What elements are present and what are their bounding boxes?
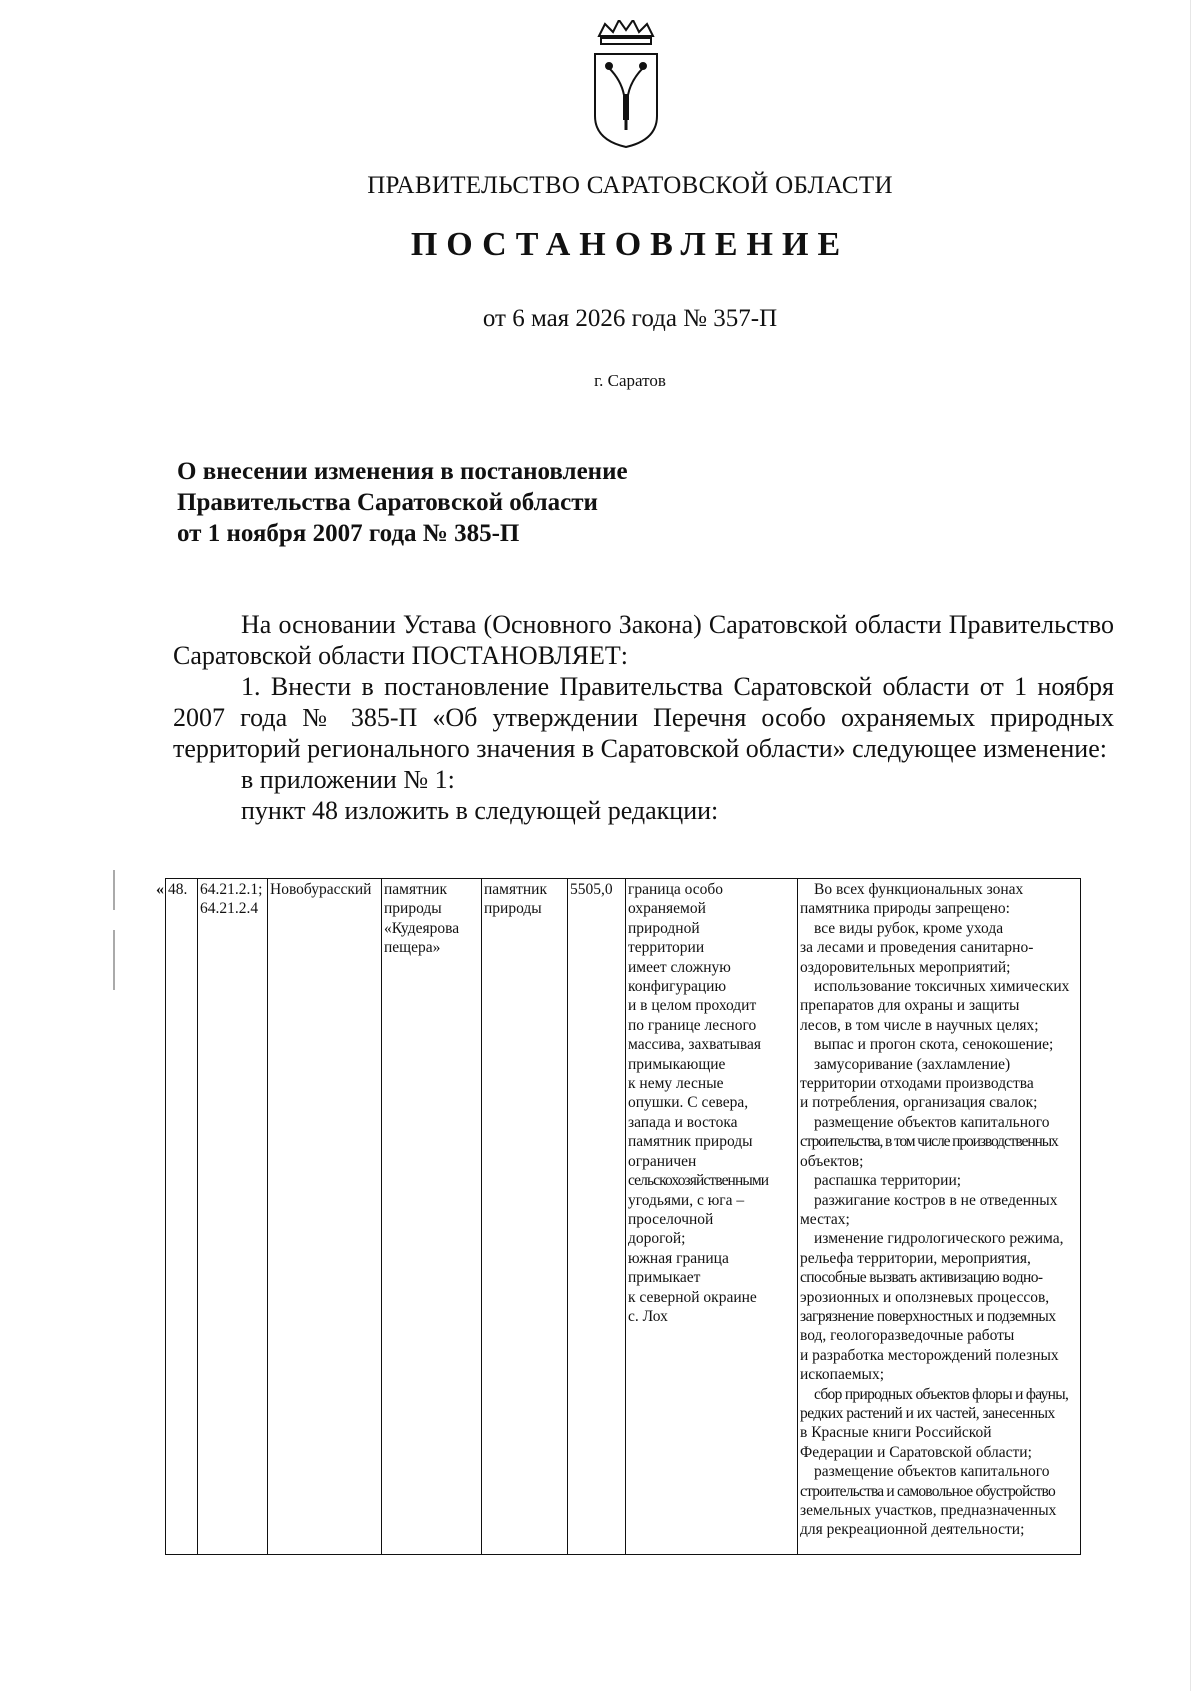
boundary-line: граница особо (628, 881, 724, 898)
restriction-line: размещение объектов капитального (814, 1113, 1050, 1131)
saratov-coat-of-arms-icon (591, 20, 661, 148)
boundary-line: конфигурацию (628, 978, 727, 996)
restriction-line: выпас и прогон скота, сенокошение; (814, 1036, 1054, 1054)
boundary-line: ограничен (628, 1152, 697, 1170)
restriction-line: Во всех функциональных зонах (814, 881, 1024, 898)
restriction-line: и потребления, организация свалок; (800, 1094, 1038, 1112)
scan-margin-marks (112, 870, 116, 990)
document-subject (177, 456, 628, 549)
boundary-line: проселочной (628, 1210, 714, 1228)
restriction-line: объектов; (800, 1152, 864, 1170)
restriction-line: в Красные книги Российской (800, 1424, 992, 1442)
boundary-cell (626, 879, 798, 1555)
restriction-line: размещение объектов капитального (814, 1463, 1050, 1481)
restriction-line: редких растений и их частей, занесенных (800, 1404, 1055, 1422)
boundary-line: угодьями, с юга – (628, 1191, 745, 1209)
open-quote-mark: « (156, 881, 164, 898)
restriction-line: способные вызвать активизацию водно- (800, 1269, 1043, 1287)
body-paragraph: пункт 48 изложить в следующей редакции: (241, 796, 719, 825)
boundary-line: дорогой; (628, 1230, 686, 1248)
restriction-line: за лесами и проведения санитарно- (800, 939, 1034, 957)
restriction-line: эрозионных и оползневых процессов, (800, 1288, 1050, 1306)
restriction-line: памятника природы запрещено: (800, 900, 1010, 918)
boundary-line: сельскохозяйственными (628, 1172, 769, 1190)
restriction-line: строительства и самовольное обустройство (800, 1482, 1055, 1500)
boundary-line: по границе лесного (628, 1016, 757, 1034)
government-name: ПРАВИТЕЛЬСТВО САРАТОВСКОЙ ОБЛАСТИ (367, 172, 893, 199)
restriction-line: Федерации и Саратовской области; (800, 1443, 1032, 1461)
restriction-line: лесов, в том числе в научных целях; (800, 1016, 1039, 1034)
restriction-line: распашка территории; (814, 1172, 962, 1190)
boundary-line: природной (628, 919, 700, 937)
document-date-number: от 6 мая 2026 года № 357-П (482, 305, 778, 332)
restriction-line: сбор природных объектов флоры и фауны, (814, 1385, 1069, 1403)
restriction-line: замусоривание (захламление) (814, 1055, 1011, 1073)
boundary-line: к нему лесные (628, 1075, 724, 1093)
subject-line: О внесении изменения в постановление (177, 458, 628, 485)
name-line: «Кудеярова (384, 919, 460, 937)
boundary-line: имеет сложную (628, 958, 731, 976)
row-number-cell: 48. (166, 879, 198, 1555)
boundary-line: к северной окраине (628, 1288, 757, 1306)
name-cell (382, 879, 482, 1555)
restriction-line: местах; (800, 1210, 850, 1228)
restriction-line: территории отходами производства (800, 1075, 1034, 1093)
restriction-line: рельефа территории, мероприятия, (800, 1249, 1031, 1267)
code-line: 64.21.2.4 (200, 900, 259, 918)
restrictions-cell (798, 879, 1081, 1555)
category-line: природы (484, 900, 542, 918)
body-paragraph: в приложении № 1: (241, 765, 455, 794)
codes-cell (198, 879, 268, 1555)
scan-edge (1190, 0, 1191, 1691)
restriction-line: изменение гидрологического режима, (814, 1230, 1064, 1248)
boundary-line: памятник природы (628, 1133, 753, 1151)
name-line: природы (384, 900, 442, 918)
restriction-line: земельных участков, предназначенных (800, 1502, 1057, 1519)
restriction-line: вод, геологоразведочные работы (800, 1327, 1015, 1345)
boundary-line: южная граница (628, 1249, 729, 1267)
document-city: г. Саратов (594, 371, 666, 390)
restriction-line: использование токсичных химических (814, 978, 1070, 996)
boundary-line: запада и востока (628, 1113, 738, 1131)
boundary-line: и в целом проходит (628, 997, 757, 1015)
restriction-line: для рекреационной деятельности; (800, 1521, 1025, 1539)
boundary-line: с. Лох (628, 1307, 668, 1325)
body-paragraph: 1. Внести в постановление Правительства Саратовской области от 1 ноября 2007 года № 385-П «Об утверждении Перечня особо охраняемых природных территорий регионального значения в Саратовской области» следующее изменение: (173, 672, 1114, 763)
restriction-line: оздоровительных мероприятий; (800, 958, 1011, 976)
boundary-line: охраняемой (628, 900, 706, 918)
restriction-line: и разработка месторождений полезных (800, 1346, 1059, 1364)
subject-line: Правительства Саратовской области (177, 489, 598, 516)
protected-areas-table (165, 878, 1081, 1555)
category-line: памятник (484, 881, 548, 898)
boundary-line: территории (628, 939, 705, 957)
boundary-line: примыкающие (628, 1055, 726, 1073)
body-paragraph: На основании Устава (Основного Закона) Саратовской области Правительство Саратовской области ПОСТАНОВЛЯЕТ: (173, 610, 1114, 670)
boundary-line: примыкает (628, 1269, 701, 1287)
restriction-line: все виды рубок, кроме ухода (814, 919, 1004, 937)
restriction-line: ископаемых; (800, 1366, 885, 1384)
category-cell (482, 879, 568, 1555)
document-type: ПОСТАНОВЛЕНИЕ (410, 226, 850, 263)
code-line: 64.21.2.1; (200, 881, 263, 898)
table-row (166, 879, 1081, 1555)
restriction-line: строительства, в том числе производственных (800, 1133, 1058, 1151)
district-cell: Новобурасский (268, 879, 382, 1555)
document-body (173, 609, 1114, 826)
name-line: пещера» (384, 939, 441, 957)
area-cell: 5505,0 (568, 879, 626, 1555)
name-line: памятник (384, 881, 448, 898)
boundary-line: опушки. С севера, (628, 1094, 749, 1112)
restriction-line: загрязнение поверхностных и подземных (800, 1307, 1056, 1325)
subject-line: от 1 ноября 2007 года № 385-П (177, 520, 520, 547)
restriction-line: препаратов для охраны и защиты (800, 997, 1020, 1015)
restriction-line: разжигание костров в не отведенных (814, 1191, 1058, 1209)
boundary-line: массива, захватывая (628, 1036, 762, 1054)
